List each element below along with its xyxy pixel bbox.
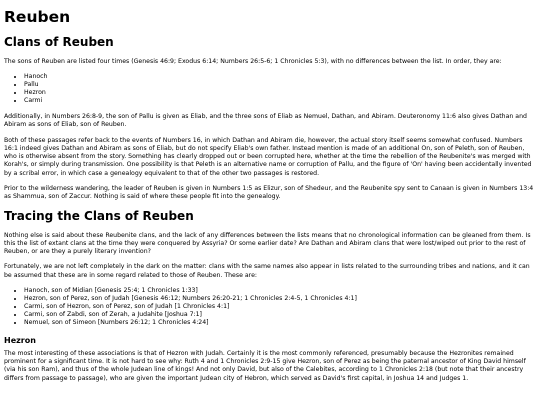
list-item: • Carmi, son of Hezron, son of Perez, son of Judah [1 Chronicles 4:1] [24,303,536,311]
sons-list [4,73,536,105]
list-item: • Carmi, son of Zabdi, son of Zerah, a Judahite [Joshua 7:1] [24,311,536,319]
wilderness-paragraph: Prior to the wilderness wandering, the leader of Reuben is given in Numbers 1:5 as Elizur, son of Shedeur, and the Reubenite spy sent to Canaan is given in Numbers 13:4 as Shammua, son of Zaccur. Nothing is said of where these people fit into the genealogy. [4,185,534,201]
tracing-paragraph-2: Fortunately, we are not left completely in the dark on the matter: clans with the same names also appear in lists related to the surrounding tribes and nations, and it can be assumed that these are in some regard related to those of Reuben. These are: [4,263,530,279]
list-item: • Hanoch [24,73,536,81]
related-clans-list [4,287,536,327]
section-heading-clans: Clans of Reuben [4,35,114,49]
list-item: • Hanoch, son of Midian [Genesis 25:4; 1 Chronicles 1:33] [24,287,536,295]
document-page [0,8,540,383]
page-title: Reuben [4,8,71,26]
list-item: • Pallu [24,81,536,89]
section-heading-tracing: Tracing the Clans of Reuben [4,208,194,223]
list-item: • Hezron, son of Perez, son of Judah [Genesis 46:12; Numbers 26:20-21; 1 Chronicles 2:4-5, 1 Chronicles 4:1] [24,295,536,303]
eliab-paragraph: Additionally, in Numbers 26:8-9, the son of Pallu is given as Eliab, and the three sons of Eliab as Nemuel, Dathan, and Abiram. Deuteronomy 11:6 also gives Dathan and Abiram as sons of Eliab, son of Reuben. [4,112,527,129]
hezron-paragraph: The most interesting of these associations is that of Hezron with Judah. Certainly it is the most commonly referenced, presumably because the Hezronites remained prominent for a significant time. It is not hard to see why: Ruth 4 and 1 Chronicles 2:9-15 give Hezron, son of Perez as being the paternal ancestor of King David himself (via his son Ram), and thus of the whole Judean line of kings! And not only David, but also of the Calebites, according to 1 Chronicles 2:18 (but note that their ancestry differs from passage to passage), who are given the important Judean city of Hebron, which served as David's first capital, in Joshua 14 and Judges 1. [4,349,526,382]
list-item: • Carmi [24,97,536,105]
tracing-paragraph-1: Nothing else is said about these Reubenite clans, and the lack of any differences between the lists means that no chronological information can be gleaned from them. Is this the list of extant clans at the time they were conquered by Assyria? Or some earlier date? Are Dathan and Abiram clans that were lost/wiped out prior to the rest of Reuben, or are they a purely literary invention? [4,231,531,256]
section-heading-hezron: Hezron [4,335,36,345]
numbers16-paragraph: Both of these passages refer back to the events of Numbers 16, in which Dathan and Abiram die, however, the actual story itself seems somewhat confused. Numbers 16:1 indeed gives Dathan and Abiram as sons of Eliab, but do not specify Eliab's own father. Instead mention is made of an additional On, son of Peleth, son of Reuben, who is otherwise absent from the story. Something has clearly dropped out or been corrupted here, whether at the time the rebellion of the Reubenite's was merged with Korah's, or simply during transmission. One possibility is that Peleth is an alternative name or corruption of Pallu, and the figure of 'On' having been accidentally invented by a scribal error, in which case a genealogy equivalent to that of the other two passages is restored. [4,136,532,177]
clans-intro-paragraph: The sons of Reuben are listed four times (Genesis 46:9; Exodus 6:14; Numbers 26:5-6; 1 Chronicles 5:3), with no differences between the list. In order, they are: [4,58,502,65]
list-item: • Hezron [24,89,536,97]
list-item: • Nemuel, son of Simeon [Numbers 26:12; 1 Chronicles 4:24] [24,319,536,327]
